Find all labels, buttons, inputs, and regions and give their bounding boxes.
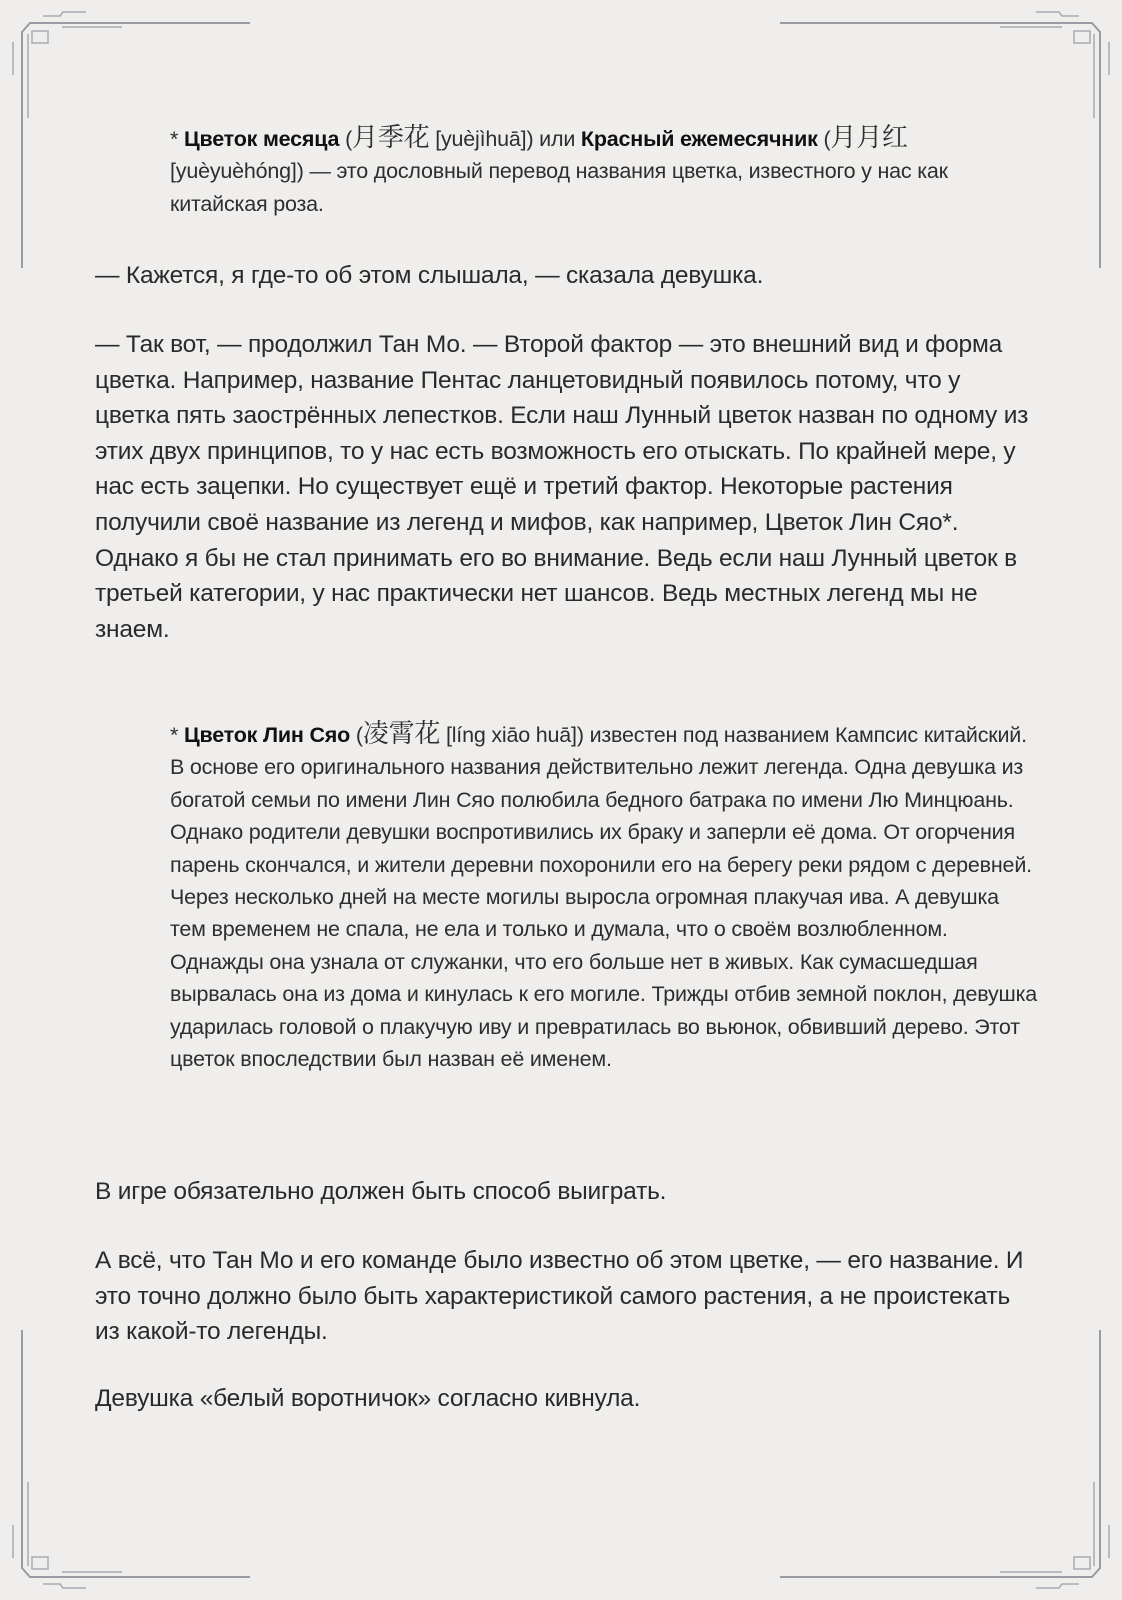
footnote-term-cjk: 月月红	[830, 123, 908, 153]
paragraph: А всё, что Тан Мо и его команде было известно об этом цветке, — его название. И это точно должно было быть характеристикой самого растения, а не проистекать из какой-то легенды.	[95, 1247, 1024, 1346]
footnote-term: Красный ежемесячник	[580, 127, 818, 151]
paragraph: Девушка «белый воротничок» согласно кивнула.	[95, 1385, 641, 1412]
footnote-china-rose	[170, 122, 1040, 220]
footnote-term: Цветок Лин Сяо	[183, 723, 351, 747]
footnote-text: (	[350, 723, 363, 747]
footnote-text: (	[817, 127, 831, 151]
paragraph: — Так вот, — продолжил Тан Мо. — Второй фактор — это внешний вид и форма цветка. Например, название Пентас ланцетовидный появилось потому, что у цветка пять заострённых лепестков. Если наш Лунный цветок назван по одному из этих двух принципов, то у нас есть возможность его отыскать. По крайней мере, у нас есть зацепки. Но существует ещё и третий фактор. Некоторые растения получили своё название из легенд и мифов, как например, Цветок Лин Сяо*. Однако я бы не стал принимать его во внимание. Ведь если наш Лунный цветок в третьей категории, у нас практически нет шансов. Ведь местных легенд мы не знаем.	[95, 331, 1029, 643]
footnote-marker: *	[170, 723, 184, 747]
footnote-text: (	[339, 127, 353, 151]
footnote-term-cjk: 月季花	[352, 123, 430, 153]
footnote-marker: *	[170, 127, 184, 151]
paragraph: — Кажется, я где-то об этом слышала, — сказала девушка.	[95, 262, 764, 289]
footnote-ling-xiao	[170, 718, 1040, 1075]
footnote-text: [líng xiāo huā]) известен под названием Кампсис китайский. В основе его оригинального названия действительно лежит легенда. Одна девушка из богатой семьи по имени Лин Сяо полюбила бедного батрака по имени Лю Минцюань. Однако родители девушки воспротивились их браку и заперли её дома. От огорчения парень скончался, и жители деревни похоронили его на берегу реки рядом с деревней. Через несколько дней на месте могилы выросла огромная плакучая ива. А девушка тем временем не спала, не ела и только и думала, что о своём возлюбленном. Однажды она узнала от служанки, что его больше нет в живых. Как сумасшедшая вырвалась она из дома и кинулась к его могиле. Трижды отбив земной поклон, девушка ударилась головой о плакучую иву и превратилась во вьюнок, обвивший дерево. Этот цветок впоследствии был назван её именем.	[170, 723, 1038, 1072]
footnote-text: [yuèyuèhóng]) — это дословный перевод названия цветка, известного у нас как китайская роза.	[170, 159, 948, 216]
frame-corner-bottom-left	[13, 1330, 250, 1588]
frame-corner-bottom-right	[780, 1330, 1109, 1588]
footnote-term-cjk: 凌霄花	[362, 719, 441, 749]
paragraph: В игре обязательно должен быть способ выиграть.	[95, 1178, 667, 1205]
footnote-text: [yuèjìhuā]) или	[429, 127, 581, 151]
footnote-term: Цветок месяца	[183, 127, 340, 151]
